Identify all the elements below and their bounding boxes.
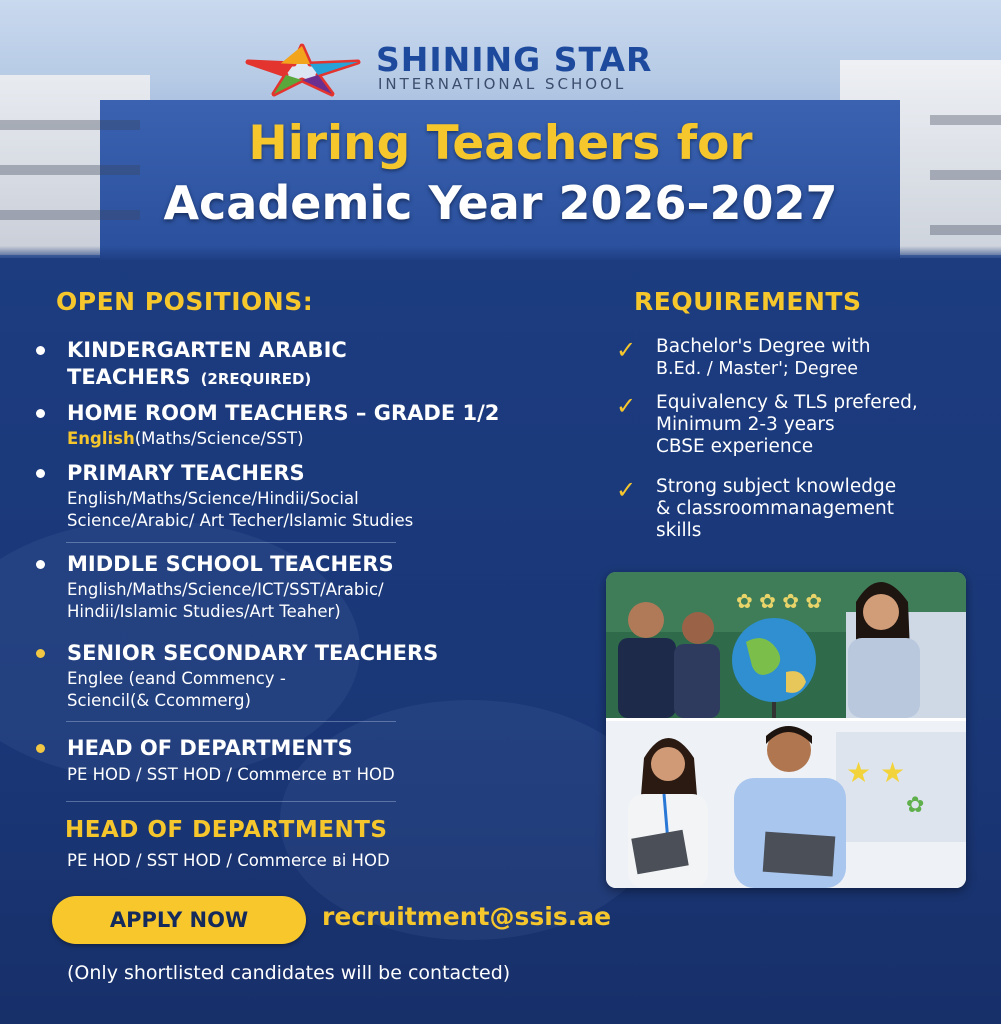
position-subjects: Science/Arabic/ Art Techer/Islamic Studies: [67, 511, 414, 530]
shortlist-note: (Only shortlisted candidates will be contacted): [67, 962, 511, 984]
svg-text:★ ★: ★ ★: [846, 756, 906, 789]
position-item: [36, 641, 596, 713]
position-subjects: English/Maths/Science/Hindii/Social: [67, 489, 359, 508]
position-subjects: [67, 428, 304, 450]
check-icon: ✓: [616, 392, 637, 420]
position-item: [36, 401, 596, 451]
requirement-item: [612, 476, 997, 546]
position-subjects: Hindii/Islamic Studies/Art Teaher): [67, 602, 341, 621]
check-icon: ✓: [616, 476, 637, 504]
check-icon: ✓: [616, 336, 637, 364]
svg-text:✿ ✿ ✿ ✿: ✿ ✿ ✿ ✿: [736, 589, 823, 613]
position-subjects: PE HOD / SST HOD / Commerce вт HOD: [67, 765, 395, 784]
requirement-item: [612, 336, 997, 384]
divider: [66, 721, 396, 722]
divider: [66, 801, 396, 802]
requirement-line: Strong subject knowledge: [656, 476, 897, 497]
position-subjects: English/Maths/Science/ICT/SST/Arabic/: [67, 580, 384, 599]
svg-text:✿: ✿: [906, 793, 925, 818]
headline-line-1: Hiring Teachers for: [248, 116, 753, 171]
school-subtitle: INTERNATIONAL SCHOOL: [378, 75, 627, 93]
position-title-line2: TEACHERS: [67, 365, 191, 389]
position-title: SENIOR SECONDARY TEACHERS: [67, 641, 439, 665]
apply-now-button[interactable]: APPLY NOW: [52, 896, 306, 944]
teachers-photo-illustration: [606, 572, 966, 888]
recruitment-email[interactable]: recruitment@ssis.ae: [322, 902, 612, 931]
bullet-icon: [36, 409, 45, 418]
requirement-line: Equivalency & TLS prefered,: [656, 392, 918, 413]
requirement-text: [656, 476, 896, 542]
position-title: KINDERGARTEN ARABIC: [67, 338, 347, 362]
highlight-subject: English: [67, 429, 135, 448]
requirement-line: skills: [656, 520, 702, 541]
requirement-line: & classroommanagement: [656, 498, 895, 519]
hod-subjects: PE HOD / SST HOD / Commerce ві HOD: [67, 851, 390, 870]
open-positions-title: OPEN POSITIONS:: [56, 287, 314, 316]
position-item: [36, 552, 596, 624]
position-subjects: Sciencil(& Ccommerg): [67, 691, 251, 710]
hod-heading: HEAD OF DEPARTMENTS: [65, 817, 388, 843]
requirement-line: Minimum 2-3 years: [656, 414, 835, 435]
school-name: SHINING STAR: [376, 40, 653, 79]
position-title: [67, 365, 311, 389]
requirement-text: [656, 392, 918, 458]
requirement-line: Bachelor's Degree with: [656, 336, 871, 357]
bullet-icon: [36, 744, 45, 753]
bullet-icon: [36, 649, 45, 658]
position-title: HOME ROOM TEACHERS – GRADE 1/2: [67, 401, 500, 425]
position-item: [36, 338, 596, 394]
bullet-icon: [36, 346, 45, 355]
position-title: MIDDLE SCHOOL TEACHERS: [67, 552, 394, 576]
requirement-item: [612, 392, 997, 462]
headline-line-2: Academic Year 2026–2027: [163, 176, 838, 230]
position-subjects: Englee (eand Commency -: [67, 669, 286, 688]
required-count-tag: (2REQUIRED): [200, 370, 312, 388]
star-logo-icon: [240, 38, 370, 98]
teachers-photo-collage: [606, 572, 966, 888]
requirements-title: REQUIREMENTS: [634, 287, 862, 316]
bullet-icon: [36, 469, 45, 478]
position-title: HEAD OF DEPARTMENTS: [67, 736, 353, 760]
position-item: [36, 736, 596, 788]
divider: [66, 542, 396, 543]
position-title: PRIMARY TEACHERS: [67, 461, 305, 485]
requirement-line: CBSE experience: [656, 436, 814, 457]
bullet-icon: [36, 560, 45, 569]
requirement-text: [656, 336, 870, 380]
requirement-line: B.Ed. / Master'; Degree: [656, 359, 859, 379]
subjects-rest: (Maths/Science/SST): [134, 429, 304, 448]
school-logo: [240, 38, 760, 98]
position-item: [36, 461, 596, 533]
header-fade: [0, 246, 1001, 262]
